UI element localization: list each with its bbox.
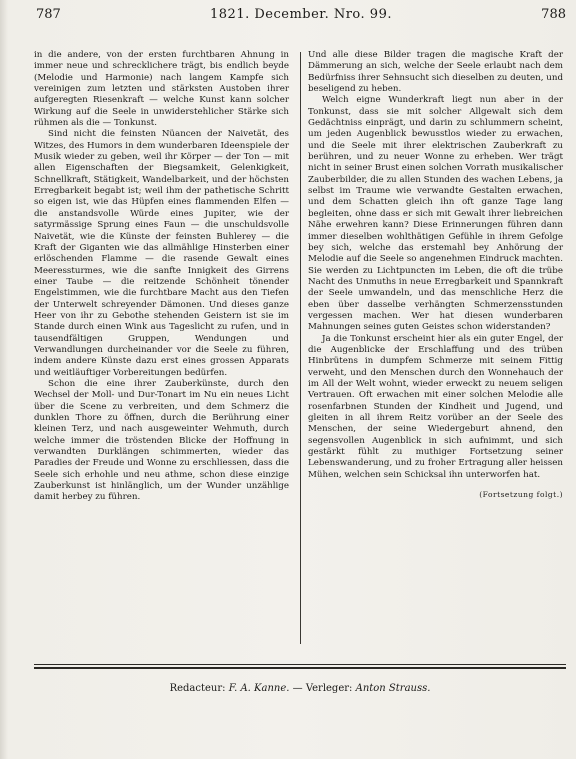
footer-rule	[34, 664, 566, 665]
footer-dash: —	[292, 683, 303, 694]
continuation-note: (Fortsetzung folgt.)	[479, 490, 563, 500]
left-column	[34, 50, 289, 504]
text-columns	[34, 50, 566, 650]
redacteur-label: Redacteur:	[169, 683, 226, 694]
verleger-label: Verleger:	[305, 683, 353, 694]
issue-date-number: 1821. December. Nro. 99.	[210, 7, 392, 22]
paragraph: Ja die Tonkunst erscheint hier als ein guter Engel, der die Augenblicke der Erschlaffung und des trüben Hinbrütens in dumpfem Schmerze mit seinem Fittig verweht, und den Menschen durch den Wonnehauch der im All der Welt wohnt, wieder erweckt zu neuem seligen Vertrauen. Oft erwachen mit einer solchen Melodie alle rosenfarbnen Stunden der Kindheit und Jugend, und gleiten in all ihrem Reitz vorüber an der Seele des Menschen, der seine Wiedergeburt ahnend, den segensvollen Augenblick in sich aufnimmt, und sich gestärkt fühlt zu muthiger Fortsetzung seiner Lebenswanderung, und zu froher Ertragung aller heissen Mühen, welchen sein Schicksal ihn unterworfen hat.	[308, 333, 563, 480]
paragraph: Welch eigne Wunderkraft liegt nun aber in der Tonkunst, dass sie mit solcher Allgewalt sich dem Gedächtniss einprägt, und darin zu schlummern scheint, um jeden Augenblick bewusstlos wieder zu erwachen, und die Seele mit ihrer elektrischen Zauberkraft zu berühren, und zu neuer Wonne zu erheben. Wer trägt nicht in seiner Brust einen solchen Vorrath musikalischer Zauberbilder, die zu allen Stunden des wachen Lebens, ja selbst im Traume wie verwandte Gestalten erwachen, und dem Schatten gleich ihn oft ganze Tage lang begleiten, ohne dass er sich mit Gewalt ihrer liebreichen Nähe erwehren kann? Diese Erinnerungen führen dann immer dieselben wohlthätigen Gefühle in ihrem Gefolge bey sich, welche das erstemahl bey Anhörung der Melodie auf die Seele so angenehmen Eindruck machten. Sie werden zu Lichtpuncten im Leben, die oft die trübe Nacht des Unmuths in neue Erregbarkeit und Spannkraft der Seele umwandeln, und das menschliche Herz die eben über dasselbe verhängten Schmerzensstunden vergessen machen. Wer hat diesen wunderbaren Mahnungen seines guten Geistes schon widerstanden?	[308, 95, 563, 333]
page-header	[36, 4, 566, 26]
column-divider	[300, 52, 301, 644]
imprint-footer	[34, 683, 566, 694]
paragraph: Und alle diese Bilder tragen die magische Kraft der Dämmerung an sich, welche der Seele erlaubt nach dem Bedürfniss ihrer Sehnsucht sich dieselben zu deuten, und beseligend zu heben.	[308, 50, 563, 95]
left-page-number: 787	[36, 7, 61, 22]
paragraph: Sind nicht die feinsten Nüancen der Naivetät, des Witzes, des Humors in dem wunderbaren Ideenspiele der Musik wieder zu geben, weil ihr Körper — der Ton — mit allen Eigenschaften der Biegsamkeit, Gelenkigkeit, Schnellkraft, Stätigkeit, Wandelbarkeit, und der höchsten Erregbarkeit begabt ist; weil ihm der pathetische Schritt so eigen ist, wie das Hüpfen eines flammenden Elfen — die anstandsvolle Würde eines Jupiter, wie der satyrmässige Sprung eines Faun — die unschuldsvolle Naivetät, wie die Künste der feinsten Buhlerey — die Kraft der Giganten wie das allmählige Hinsterben einer erlöschenden Flamme — die rasende Gewalt eines Meeressturmes, wie die sanfte Innigkeit des Girrens einer Taube — die reitzende Schönheit tönender Engelstimmen, wie die furchtbare Macht aus den Tiefen der Unterwelt schreyender Dämonen. Und dieses ganze Heer von ihr zu Gebothe stehenden Geistern ist sie im Stande durch einen Wink aus Tageslicht zu rufen, und in tausendfältigen Gruppen, Wendungen und Verwandlungen durcheinander vor die Seele zu führen, indem andere Künste dazu erst eines grossen Apparats und weitläuftiger Vorbereitungen bedürfen.	[34, 129, 289, 378]
footer-rule-thick	[34, 667, 566, 669]
verleger-name: Anton Strauss.	[355, 683, 431, 694]
paragraph: Schon die eine ihrer Zauberkünste, durch den Wechsel der Moll- und Dur-Tonart im Nu ein neues Licht über die Scene zu verbreiten, und dem Schmerz die dunklen Thore zu öffnen, durch die Berührung einer kleinen Terz, und nach ausgeweinter Wehmuth, durch welche immer die tröstenden Blicke der Hoffnung in verwandten Durklängen schimmerten, wieder das Paradies der Freude und Wonne zu erschliessen, dass die Seele sich erhohle und neu athme, schon diese einzige Zauberkunst ist hinlänglich, um der Wunder unzählige damit herbey zu führen.	[34, 378, 289, 503]
right-page-number: 788	[541, 7, 566, 22]
right-column	[308, 50, 563, 500]
redacteur-name: F. A. Kanne.	[228, 683, 290, 694]
paragraph: in die andere, von der ersten furchtbaren Ahnung in immer neue und schrecklichere trägt, bis endlich beyde (Melodie und Harmonie) nach langem Kampfe sich vereinigen zum letzten und stärksten Austoben ihrer aufgeregten Riesenkraft — welche Kunst kann solcher Wirkung auf die Seele in unwiderstehlicher Stärke sich rühmen als die — Tonkunst.	[34, 50, 289, 129]
